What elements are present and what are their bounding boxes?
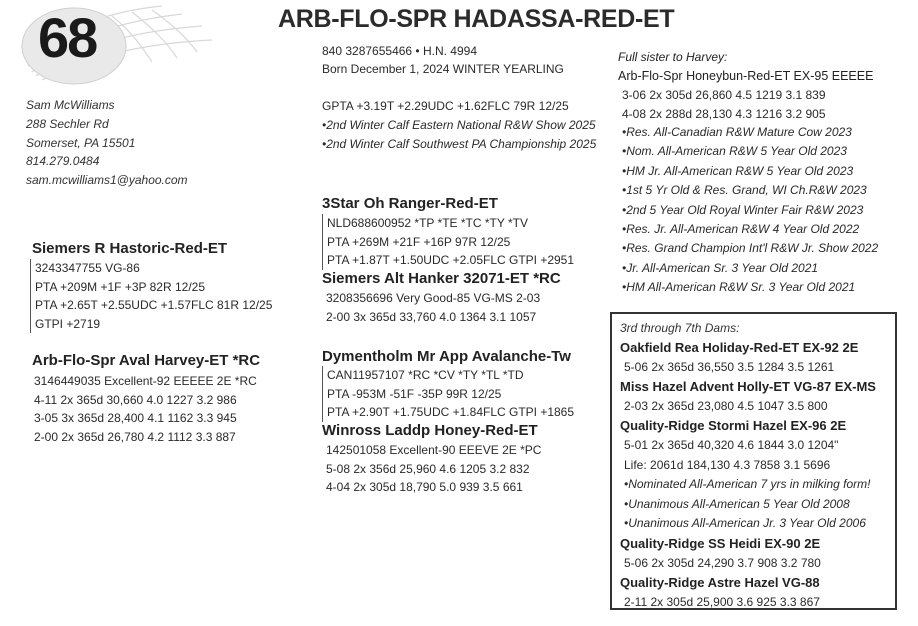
full-sister-name: Arb-Flo-Spr Honeybun-Red-ET EX-95 EEEEE bbox=[618, 69, 874, 83]
dam-7-name: Quality-Ridge Astre Hazel VG-88 bbox=[620, 575, 820, 591]
consignor-address1: 288 Sechler Rd bbox=[26, 116, 109, 131]
animal-honor: •2nd Winter Calf Southwest PA Championship 2025 bbox=[322, 137, 597, 151]
dam-5-honor: •Unanimous All-American Jr. 3 Year Old 2006 bbox=[624, 516, 866, 531]
consignor-address2: Somerset, PA 15501 bbox=[26, 135, 136, 150]
dam-line: 4-11 2x 365d 30,660 4.0 1227 3.2 986 bbox=[34, 392, 237, 407]
dam-line: 3-05 3x 365d 28,400 4.1 1162 3.3 945 bbox=[34, 411, 237, 425]
sire-sire-name: Siemers Alt Hanker 32071-ET *RC bbox=[322, 270, 561, 287]
sire-dam-line: PTA +2.90T +1.75UDC +1.84FLC GTPI +1865 bbox=[327, 405, 575, 419]
sire-sire-details bbox=[326, 289, 540, 326]
consignor-block bbox=[26, 96, 188, 190]
sire-dam-line: PTA -953M -51F -35P 99R 12/25 bbox=[327, 386, 502, 401]
dam-dam-line: 4-04 2x 305d 18,790 5.0 939 3.5 661 bbox=[326, 480, 523, 494]
dam-4-name: Miss Hazel Advent Holly-ET VG-87 EX-MS bbox=[620, 379, 876, 395]
lot-logo bbox=[2, 2, 222, 86]
dam-sire-line: PTA +209M +1F +3P 82R 12/25 bbox=[35, 279, 206, 294]
sire-dam-line: CAN11957107 *RC *CV *TY *TL *TD bbox=[327, 368, 524, 382]
full-sister-honor: •HM All-American R&W Sr. 3 Year Old 2021 bbox=[622, 280, 856, 295]
flame-swirl-graphic bbox=[2, 2, 222, 86]
dam-line: 2-00 2x 365d 26,780 4.2 1112 3.3 887 bbox=[34, 429, 236, 444]
dam-7-record: 2-11 2x 305d 25,900 3.6 925 3.3 867 bbox=[624, 594, 820, 609]
sire-sire-line: 3208356696 Very Good-85 VG-MS 2-03 bbox=[326, 291, 541, 305]
sire-sire-line: 2-00 3x 365d 33,760 4.0 1364 3.1 1057 bbox=[326, 309, 537, 324]
dam-5-honor: •Nominated All-American 7 yrs in milking form! bbox=[624, 477, 871, 492]
dam-5-honor: •Unanimous All-American 5 Year Old 2008 bbox=[624, 496, 850, 511]
animal-gpta: GPTA +3.19T +2.29UDC +1.62FLC 79R 12/25 bbox=[322, 99, 569, 113]
full-sister-record: 3-06 2x 305d 26,860 4.5 1219 3.1 839 bbox=[622, 88, 826, 102]
full-sister-honor: •1st 5 Yr Old & Res. Grand, WI Ch.R&W 2023 bbox=[622, 183, 867, 198]
consignor-phone: 814.279.0484 bbox=[26, 154, 100, 169]
dam-dam-details bbox=[326, 441, 541, 497]
dam-4-record: 2-03 2x 365d 23,080 4.5 1047 3.5 800 bbox=[624, 398, 828, 413]
dam-line: 3146449035 Excellent-92 EEEEE 2E *RC bbox=[34, 374, 257, 388]
dam-3-name: Oakfield Rea Holiday-Red-ET EX-92 2E bbox=[620, 340, 859, 355]
dam-3-record: 5-06 2x 365d 36,550 3.5 1284 3.5 1261 bbox=[624, 359, 835, 374]
full-sister-honor: •2nd 5 Year Old Royal Winter Fair R&W 2023 bbox=[622, 202, 864, 217]
dam-5-name: Quality-Ridge Stormi Hazel EX-96 2E bbox=[620, 418, 847, 434]
animal-id-line: 840 3287655466 • H.N. 4994 bbox=[322, 44, 477, 58]
full-sister-record: 4-08 2x 288d 28,130 4.3 1216 3.2 905 bbox=[622, 106, 826, 121]
dam-sire-line: PTA +2.65T +2.55UDC +1.57FLC 81R 12/25 bbox=[35, 298, 273, 312]
dams-box bbox=[610, 312, 897, 610]
full-sister-honor: •Res. Jr. All-American R&W 4 Year Old 2022 bbox=[622, 222, 860, 237]
dam-6-name: Quality-Ridge SS Heidi EX-90 2E bbox=[620, 535, 821, 551]
sire-dam-details bbox=[322, 366, 574, 422]
sire-line: PTA +269M +21F +16P 97R 12/25 bbox=[327, 234, 511, 249]
dam-5-record: 5-01 2x 365d 40,320 4.6 1844 3.0 1204" bbox=[624, 437, 839, 452]
animal-honor: •2nd Winter Calf Eastern National R&W Show 2025 bbox=[322, 118, 596, 132]
sire-name: 3Star Oh Ranger-Red-ET bbox=[322, 195, 498, 212]
dam-sire-details bbox=[30, 259, 272, 333]
dam-5-lifetime: Life: 2061d 184,130 4.3 7858 3.1 5696 bbox=[624, 457, 831, 472]
dam-6-record: 5-06 2x 305d 24,290 3.7 908 3.2 780 bbox=[624, 555, 821, 570]
full-sister-honor: •Res. Grand Champion Int'l R&W Jr. Show 2022 bbox=[622, 241, 879, 256]
sire-dam-name: Dymentholm Mr App Avalanche-Tw bbox=[322, 348, 571, 365]
dam-details bbox=[34, 372, 257, 446]
dam-sire-line: 3243347755 VG-86 bbox=[35, 261, 140, 275]
full-sister-honor: •Jr. All-American Sr. 3 Year Old 2021 bbox=[622, 260, 819, 275]
sire-details bbox=[322, 214, 574, 270]
full-sister-details bbox=[622, 86, 878, 298]
dam-dam-line: 5-08 2x 356d 25,960 4.6 1205 3.2 832 bbox=[326, 461, 530, 476]
sire-line: PTA +1.87T +1.50UDC +2.05FLC GTPI +2951 bbox=[327, 253, 575, 267]
consignor-name: Sam McWilliams bbox=[26, 98, 115, 112]
animal-born-line: Born December 1, 2024 WINTER YEARLING bbox=[322, 62, 564, 76]
consignor-email: sam.mcwilliams1@yahoo.com bbox=[26, 173, 188, 188]
dam-sire-line: GTPI +2719 bbox=[35, 316, 101, 331]
animal-name-title: ARB-FLO-SPR HADASSA-RED-ET bbox=[278, 5, 675, 33]
dams-box-heading: 3rd through 7th Dams: bbox=[620, 321, 740, 335]
full-sister-honor: •HM Jr. All-American R&W 5 Year Old 2023 bbox=[622, 163, 854, 178]
sire-line: NLD688600952 *TP *TE *TC *TY *TV bbox=[327, 216, 528, 230]
dam-dam-line: 142501058 Excellent-90 EEEVE 2E *PC bbox=[326, 443, 542, 457]
full-sister-heading: Full sister to Harvey: bbox=[618, 50, 728, 64]
lot-number: 68 bbox=[38, 6, 97, 69]
dam-sire-name: Siemers R Hastoric-Red-ET bbox=[32, 240, 228, 257]
full-sister-honor: •Nom. All-American R&W 5 Year Old 2023 bbox=[622, 144, 847, 159]
dam-dam-name: Winross Laddp Honey-Red-ET bbox=[322, 422, 538, 439]
full-sister-honor: •Res. All-Canadian R&W Mature Cow 2023 bbox=[622, 125, 852, 139]
dam-name: Arb-Flo-Spr Aval Harvey-ET *RC bbox=[32, 352, 261, 369]
